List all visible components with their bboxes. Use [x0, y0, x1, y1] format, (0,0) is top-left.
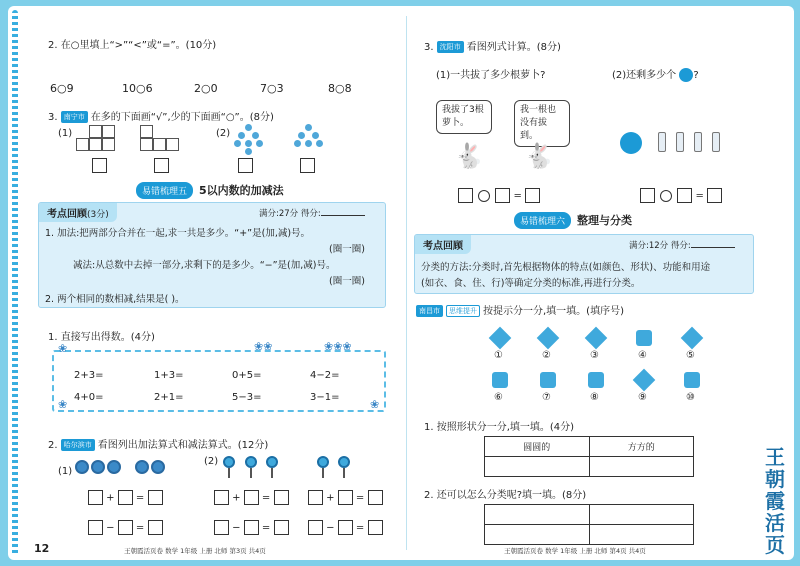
region-tag: 哈尔滨市 [61, 439, 95, 451]
review-text: 减法:从总数中去掉一部分,求剩下的是多少。“−”是(加,减)号。 [73, 260, 336, 271]
equation[interactable]: 4+0= [74, 392, 104, 403]
answer-box[interactable] [300, 158, 315, 173]
ball-icon [107, 460, 121, 474]
section-banner [136, 182, 284, 198]
speech-bubble: 我拔了3根萝卜。 [436, 100, 492, 134]
lollipop-icon [315, 456, 331, 478]
section-banner [514, 212, 632, 228]
shape-square [540, 372, 556, 388]
q3-sub2-label: (2) [216, 128, 231, 139]
lollipop-icon [221, 456, 237, 478]
review-heading: 考点回顾 [415, 235, 471, 254]
review-hint: (圈一圈) [329, 276, 365, 287]
compare-item[interactable]: 7○3 [260, 82, 284, 95]
score-line: 满分:12分 得分: [629, 239, 735, 251]
balls-picture: (1) [58, 460, 167, 477]
ball-icon [151, 460, 165, 474]
review-heading: 考点回顾(3分) [39, 203, 117, 222]
answer-box[interactable] [154, 158, 169, 173]
shape-number: ② [542, 350, 551, 361]
page-number: 12 [34, 542, 50, 555]
shape-diamond [537, 327, 560, 350]
compare-item[interactable]: 2○0 [194, 82, 218, 95]
lollipop-icon [336, 456, 352, 478]
page-footer: 王朝霞活页卷 数学 1年级 上册 北师 第3页 共4页 [124, 547, 266, 555]
addition-blanks[interactable]: + = [88, 490, 163, 505]
carrot-icon [712, 132, 720, 152]
equation[interactable]: 5−3= [232, 392, 262, 403]
page-footer: 王朝霞活页卷 数学 1年级 上册 北师 第4页 共4页 [504, 547, 646, 555]
lollipops-picture: (2) [204, 456, 354, 481]
review-text[interactable]: 2. 两个相同的数相减,结果是( )。 [45, 294, 185, 305]
classify-label: 南昌市 思维提升 按提示分一分,填一填。(填序号) [416, 302, 624, 317]
q3-more-less: 3. 南宁市 在多的下面画“√”,少的下面画“○”。(8分) [48, 112, 274, 123]
shape-diamond [681, 327, 704, 350]
q3-sub1-label: (1) [58, 128, 73, 139]
review-text: (如衣、食、住、行)等确定分类的标准,再进行分类。 [421, 278, 641, 289]
table-cell[interactable] [589, 457, 694, 477]
grape-icon: ❀ [58, 398, 68, 411]
shape-square [492, 372, 508, 388]
rabbit-icon: 🐇 [524, 142, 554, 170]
equation[interactable]: 3−1= [310, 392, 340, 403]
right-page [414, 20, 754, 555]
q1-label: 1. 直接写出得数。(4分) [48, 332, 155, 343]
shape-number: ④ [638, 350, 647, 361]
addition-blanks[interactable]: + = [308, 490, 383, 505]
carrot-icon [694, 132, 702, 152]
shape-number: ⑧ [590, 392, 599, 403]
shape-number: ⑤ [686, 350, 695, 361]
page-divider [406, 16, 407, 550]
carrot-icon [676, 132, 684, 152]
shape-square [684, 372, 700, 388]
left-page [28, 20, 398, 555]
section-title: 整理与分类 [577, 214, 633, 227]
section-pill: 易错梳理六 [514, 212, 571, 229]
carrot-icon [658, 132, 666, 152]
shape-square [636, 330, 652, 346]
shape-sort-table [484, 436, 694, 477]
shape-number: ① [494, 350, 503, 361]
ball-icon [75, 460, 89, 474]
region-tag: 沈阳市 [437, 41, 464, 53]
lollipop-icon [264, 456, 280, 478]
speech-bubble: 我一根也没有拔到。 [514, 100, 570, 147]
table-cell[interactable] [485, 457, 590, 477]
equation[interactable]: 1+3= [154, 370, 184, 381]
ball-icon [91, 460, 105, 474]
review-text: 分类的方法:分类时,首先根据物体的特点(如颜色、形状)、功能和用途 [421, 262, 711, 273]
apple-icon [679, 68, 693, 82]
table-cell[interactable] [589, 525, 694, 545]
score-line: 满分:27分 得分: [259, 207, 365, 219]
q3-sub1-question: (1)一共拔了多少根萝卜? [436, 70, 546, 81]
difficulty-tag: 思维提升 [446, 305, 480, 317]
q3-sub2-question: (2)还剩多少个 ? [612, 70, 699, 81]
table-cell[interactable] [485, 505, 590, 525]
calc-box [52, 340, 386, 412]
compare-item[interactable]: 6○9 [50, 82, 74, 95]
review-box [414, 234, 754, 294]
table-cell[interactable] [485, 525, 590, 545]
dot-pattern-b [294, 124, 324, 154]
shape-diamond [633, 369, 656, 392]
left-wavy-border [12, 10, 18, 556]
lollipop-icon [243, 456, 259, 478]
equation[interactable]: 2+1= [154, 392, 184, 403]
shape-diamond [489, 327, 512, 350]
table-cell[interactable] [589, 505, 694, 525]
addition-blanks[interactable]: + = [214, 490, 289, 505]
section-pill: 易错梳理五 [136, 182, 193, 199]
subtraction-blanks[interactable]: − = [214, 520, 289, 535]
shape-number: ⑦ [542, 392, 551, 403]
shape-number: ⑥ [494, 392, 503, 403]
rabbit-icon: 🐇 [454, 142, 484, 170]
answer-box[interactable] [92, 158, 107, 173]
review-box [38, 202, 386, 308]
shape-diamond [585, 327, 608, 350]
grape-icon: ❀❀❀ [324, 340, 352, 353]
dot-pattern-a [234, 124, 264, 154]
worksheet-sheet [8, 6, 794, 560]
answer-blanks-1[interactable]: = [458, 188, 540, 203]
region-tag: 南昌市 [416, 305, 443, 317]
answer-blanks-2[interactable]: = [640, 188, 722, 203]
section-title: 5以内数的加减法 [199, 184, 284, 197]
grape-icon: ❀ [370, 398, 380, 411]
q2-other-sort-label: 2. 还可以怎么分类呢?填一填。(8分) [424, 490, 587, 501]
subtraction-blanks[interactable]: − = [308, 520, 383, 535]
shape-square [588, 372, 604, 388]
table-header: 方方的 [589, 437, 694, 457]
review-text: 1. 加法:把两部分合并在一起,求一共是多少。“+”是(加,减)号。 [45, 228, 311, 239]
q3-picture-calc: 3. 沈阳市 看图列式计算。(8分) [424, 42, 561, 53]
equation[interactable]: 2+3= [74, 370, 104, 381]
shape-number: ⑨ [638, 392, 647, 403]
compare-item[interactable]: 8○8 [328, 82, 352, 95]
shape-number: ③ [590, 350, 599, 361]
grape-icon: ❀ [58, 342, 68, 355]
q2b-label: 2. 哈尔滨市 看图列出加法算式和减法算式。(12分) [48, 440, 269, 451]
subtraction-blanks[interactable]: − = [88, 520, 163, 535]
compare-item[interactable]: 10○6 [122, 82, 153, 95]
table-header: 圆圆的 [485, 437, 590, 457]
apple-icon [620, 132, 642, 154]
review-hint: (圈一圈) [329, 244, 365, 255]
brand-logo: 王朝霞活页 [765, 445, 785, 557]
grape-icon: ❀❀ [254, 340, 273, 353]
region-tag: 南宁市 [61, 111, 88, 123]
q1-shape-label: 1. 按照形状分一分,填一填。(4分) [424, 422, 575, 433]
q2-compare-label: 2. 在○里填上“>”“<”或“=”。(10分) [48, 40, 217, 51]
other-sort-table [484, 504, 694, 545]
equation[interactable]: 4−2= [310, 370, 340, 381]
answer-box[interactable] [238, 158, 253, 173]
equation[interactable]: 0+5= [232, 370, 262, 381]
shape-number: ⑩ [686, 392, 695, 403]
ball-icon [135, 460, 149, 474]
